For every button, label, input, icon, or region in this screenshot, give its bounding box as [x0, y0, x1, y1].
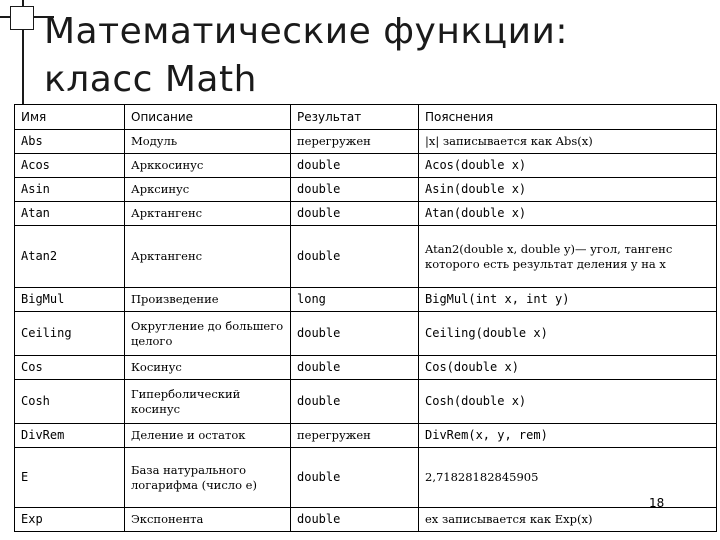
cell-description: Деление и остаток [125, 424, 291, 448]
cell-result: перегружен [291, 424, 419, 448]
cell-description: Экспонента [125, 508, 291, 532]
slide-title-line-2: класс Math [44, 59, 257, 100]
cell-description: Произведение [125, 288, 291, 312]
table-row [15, 288, 717, 312]
cell-name: Ceiling [15, 312, 125, 356]
cell-result: double [291, 448, 419, 508]
header-description: Описание [125, 105, 291, 130]
header-name: Имя [15, 105, 125, 130]
cell-description: База натурального логарифма (число е) [125, 448, 291, 508]
cell-result: double [291, 312, 419, 356]
cell-result: double [291, 226, 419, 288]
cell-name: Exp [15, 508, 125, 532]
slide-title [44, 8, 568, 104]
cell-note: DivRem(x, y, rem) [419, 424, 717, 448]
cell-name: Acos [15, 154, 125, 178]
cell-result: double [291, 202, 419, 226]
cell-note: 2,71828182845905 [419, 448, 717, 508]
header-result: Результат [291, 105, 419, 130]
cell-result: перегружен [291, 130, 419, 154]
cell-description: Гиперболический косинус [125, 380, 291, 424]
table-row [15, 202, 717, 226]
cell-description: Арктангенс [125, 226, 291, 288]
cell-name: Cosh [15, 380, 125, 424]
cell-note: Acos(double x) [419, 154, 717, 178]
table-row [15, 178, 717, 202]
table-row [15, 508, 717, 532]
table-row [15, 448, 717, 508]
cell-name: Atan [15, 202, 125, 226]
cell-name: E [15, 448, 125, 508]
cell-result: double [291, 178, 419, 202]
cell-description: Арксинус [125, 178, 291, 202]
cell-note: BigMul(int x, int y) [419, 288, 717, 312]
cell-result: double [291, 356, 419, 380]
table-row [15, 424, 717, 448]
cell-name: Cos [15, 356, 125, 380]
table-row [15, 154, 717, 178]
cell-name: DivRem [15, 424, 125, 448]
header-notes: Пояснения [419, 105, 717, 130]
cell-result: double [291, 380, 419, 424]
table-header-row [15, 105, 717, 130]
cell-note: ex записывается как Exp(x) [419, 508, 717, 532]
table-row [15, 226, 717, 288]
cell-description: Округление до большего целого [125, 312, 291, 356]
cell-note: Cosh(double x) [419, 380, 717, 424]
title-accent-square [10, 6, 34, 30]
cell-description: Арктангенс [125, 202, 291, 226]
cell-note: Asin(double x) [419, 178, 717, 202]
math-functions-table [14, 104, 717, 532]
cell-description: Арккосинус [125, 154, 291, 178]
cell-note: Atan2(double x, double y)— угол, тангенс которого есть результат деления y на x [419, 226, 717, 288]
cell-note: |x| записывается как Abs(x) [419, 130, 717, 154]
cell-result: double [291, 508, 419, 532]
cell-name: Asin [15, 178, 125, 202]
page-number: 18 [649, 496, 665, 510]
cell-name: Atan2 [15, 226, 125, 288]
cell-note: Cos(double x) [419, 356, 717, 380]
cell-note: Atan(double x) [419, 202, 717, 226]
cell-result: double [291, 154, 419, 178]
slide-title-line-1: Математические функции: [44, 11, 569, 52]
table-row [15, 380, 717, 424]
cell-name: Abs [15, 130, 125, 154]
cell-description: Косинус [125, 356, 291, 380]
table-row [15, 312, 717, 356]
cell-name: BigMul [15, 288, 125, 312]
table-row [15, 356, 717, 380]
table-row [15, 130, 717, 154]
cell-note: Ceiling(double x) [419, 312, 717, 356]
cell-description: Модуль [125, 130, 291, 154]
cell-result: long [291, 288, 419, 312]
